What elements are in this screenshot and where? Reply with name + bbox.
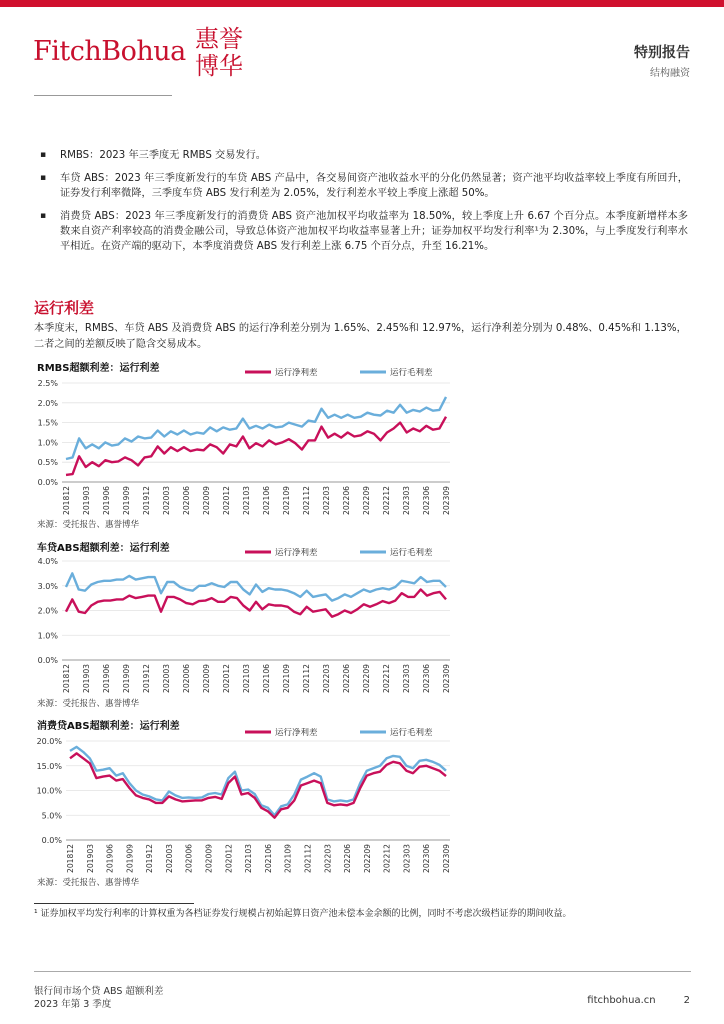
x-tick-label: 202212	[382, 486, 391, 515]
legend-label: 运行毛利差	[390, 368, 433, 378]
x-tick-label: 201812	[62, 486, 71, 515]
y-tick-label: 0.5%	[37, 458, 58, 468]
x-tick-label: 202009	[202, 664, 211, 693]
y-tick-label: 5.0%	[41, 811, 62, 821]
logo-divider	[34, 95, 172, 96]
x-tick-label: 202103	[244, 844, 254, 873]
fitchbohua-logo: FitchBohua	[33, 36, 186, 67]
x-tick-label: 201909	[122, 664, 131, 693]
x-tick-label: 201903	[82, 664, 91, 693]
x-tick-label: 202106	[262, 664, 271, 693]
x-tick-label: 201812	[62, 664, 71, 693]
y-tick-label: 2.0%	[37, 606, 58, 616]
x-tick-label: 202209	[362, 486, 371, 515]
series-line	[70, 753, 446, 817]
y-tick-label: 0.0%	[37, 656, 58, 665]
series-line	[66, 397, 446, 459]
page-number: 2	[683, 995, 690, 1006]
x-tick-label: 201909	[125, 844, 135, 873]
x-tick-label: 201912	[145, 844, 155, 873]
x-tick-label: 202103	[242, 664, 251, 693]
x-tick-label: 202109	[282, 664, 291, 693]
chart-source-rmbs: 来源：受托报告、惠誉博华	[37, 520, 140, 530]
top-accent-bar	[0, 0, 724, 7]
x-tick-label: 202209	[362, 664, 371, 693]
chart-auto-abs	[30, 548, 470, 696]
bullet-consumer-abs: ▪ 消费贷 ABS：2023 年三季度新发行的消费贷 ABS 资产池加权平均收益率为 18.50%，较上季度上升 6.67 个百分点。本季度新增样本多数来自资产利率较高的消费金融公司，导致总体资产池加权平均收益率显著上升；证券加权平均发行利率¹为 2.30%，与上季度发行利率水平相近。在资产端的驱动下，本季度消费贷 ABS 发行利差上涨 6.75 个百分点，升至 16.21%。	[40, 211, 688, 252]
chart-title-consumer: 消费贷ABS超额利差：运行利差	[37, 721, 180, 732]
chart-rmbs	[30, 368, 470, 518]
footer-report-name: 银行间市场个贷 ABS 超额利差	[34, 986, 164, 997]
x-tick-label: 201906	[102, 486, 111, 515]
bullet-icon: ▪	[40, 173, 47, 183]
x-tick-label: 201906	[102, 664, 111, 693]
report-type-subtitle: 结构融资	[650, 68, 690, 79]
x-tick-label: 202009	[202, 486, 211, 515]
bullet-auto-abs: ▪ 车贷 ABS：2023 年三季度新发行的车贷 ABS 产品中，各交易间资产池收益水平的分化仍然显著；资产池平均收益率较上季度有所回升，证券发行利率微降，三季度车贷 ABS 发行利差为 2.05%，发行利差水平较上季度上涨超 50%。	[40, 173, 688, 199]
x-tick-label: 202006	[184, 844, 194, 873]
x-tick-label: 202303	[402, 844, 412, 873]
series-line	[66, 590, 446, 617]
y-tick-label: 4.0%	[37, 557, 58, 566]
footer-report-period: 2023 年第 3 季度	[34, 999, 112, 1010]
y-tick-label: 3.0%	[37, 581, 58, 591]
x-tick-label: 202012	[222, 486, 231, 515]
x-tick-label: 202206	[342, 486, 351, 515]
x-tick-label: 202003	[162, 664, 171, 693]
x-tick-label: 202109	[282, 486, 291, 515]
footer-divider	[34, 971, 691, 972]
x-tick-label: 202006	[182, 664, 191, 693]
footer-site: fitchbohua.cn	[587, 995, 656, 1006]
legend-label: 运行净利差	[275, 548, 318, 558]
x-tick-label: 201912	[142, 664, 151, 693]
x-tick-label: 202012	[224, 844, 234, 873]
x-tick-label: 201909	[122, 486, 131, 515]
chart-source-consumer: 来源：受托报告、惠誉博华	[37, 878, 140, 888]
y-tick-label: 0.0%	[41, 836, 62, 845]
legend-label: 运行净利差	[275, 728, 318, 738]
x-tick-label: 202003	[162, 486, 171, 515]
series-line	[66, 573, 446, 600]
bullet-icon: ▪	[40, 211, 47, 221]
x-tick-label: 202212	[382, 844, 392, 873]
bullet-icon: ▪	[40, 150, 47, 160]
x-tick-label: 202106	[262, 486, 271, 515]
y-tick-label: 2.5%	[37, 379, 58, 388]
report-type-title: 特别报告	[634, 45, 690, 61]
x-tick-label: 202203	[323, 844, 333, 873]
seal-logo-icon: 惠誉 博华	[195, 25, 243, 80]
x-tick-label: 201903	[82, 486, 91, 515]
x-tick-label: 201906	[105, 844, 115, 873]
y-tick-label: 1.0%	[37, 438, 58, 448]
summary-bullet-list	[40, 148, 688, 262]
x-tick-label: 202106	[263, 844, 273, 873]
x-tick-label: 202309	[442, 486, 451, 515]
footnote-divider	[34, 903, 194, 904]
x-tick-label: 202112	[302, 664, 311, 693]
chart-title-rmbs: RMBS超额利差：运行利差	[37, 363, 160, 374]
bullet-rmbs: ▪ RMBS：2023 年三季度无 RMBS 交易发行。	[40, 150, 266, 161]
x-tick-label: 202309	[442, 844, 451, 873]
y-tick-label: 1.5%	[37, 418, 58, 428]
y-tick-label: 15.0%	[36, 761, 62, 771]
x-tick-label: 202309	[442, 664, 451, 693]
footer-site-page	[587, 995, 690, 1006]
legend-label: 运行毛利差	[390, 548, 433, 558]
x-tick-label: 202009	[204, 844, 214, 873]
chart-source-auto: 来源：受托报告、惠誉博华	[37, 699, 140, 709]
section-paragraph: 本季度末，RMBS、车贷 ABS 及消费贷 ABS 的运行净利差分别为 1.65%、2.45%和 12.97%，运行净利差分别为 0.48%、0.45%和 1.13%，二者之间的差额反映了隐含交易成本。	[34, 323, 687, 350]
x-tick-label: 202109	[283, 844, 293, 873]
x-tick-label: 202209	[362, 844, 372, 873]
y-tick-label: 20.0%	[36, 737, 62, 746]
x-tick-label: 201912	[142, 486, 151, 515]
x-tick-label: 202203	[322, 486, 331, 515]
chart-title-auto: 车贷ABS超额利差：运行利差	[37, 543, 170, 554]
x-tick-label: 202006	[182, 486, 191, 515]
x-tick-label: 202206	[343, 844, 353, 873]
x-tick-label: 202112	[302, 486, 311, 515]
x-tick-label: 202306	[422, 664, 431, 693]
legend-label: 运行净利差	[275, 368, 318, 378]
x-tick-label: 202303	[402, 486, 411, 515]
x-tick-label: 202203	[322, 664, 331, 693]
y-tick-label: 0.0%	[37, 478, 58, 487]
x-tick-label: 202303	[402, 664, 411, 693]
x-tick-label: 201812	[66, 844, 75, 873]
y-tick-label: 1.0%	[37, 631, 58, 641]
x-tick-label: 202112	[303, 844, 313, 873]
x-tick-label: 202306	[422, 844, 432, 873]
y-tick-label: 2.0%	[37, 398, 58, 408]
x-tick-label: 202103	[242, 486, 251, 515]
x-tick-label: 202206	[342, 664, 351, 693]
y-tick-label: 10.0%	[36, 786, 62, 796]
x-tick-label: 202306	[422, 486, 431, 515]
x-tick-label: 202003	[164, 844, 174, 873]
section-title: 运行利差	[34, 299, 95, 317]
series-line	[70, 747, 446, 815]
chart-consumer-abs	[30, 728, 470, 876]
footnote: ¹ 证券加权平均发行利率的计算权重为各档证券发行规模占初始起算日资产池未偿本金余额的比例，同时不考虑次级档证券的期间收益。	[34, 909, 572, 919]
x-tick-label: 201903	[85, 844, 95, 873]
x-tick-label: 202012	[222, 664, 231, 693]
x-tick-label: 202212	[382, 664, 391, 693]
legend-label: 运行毛利差	[390, 728, 433, 738]
